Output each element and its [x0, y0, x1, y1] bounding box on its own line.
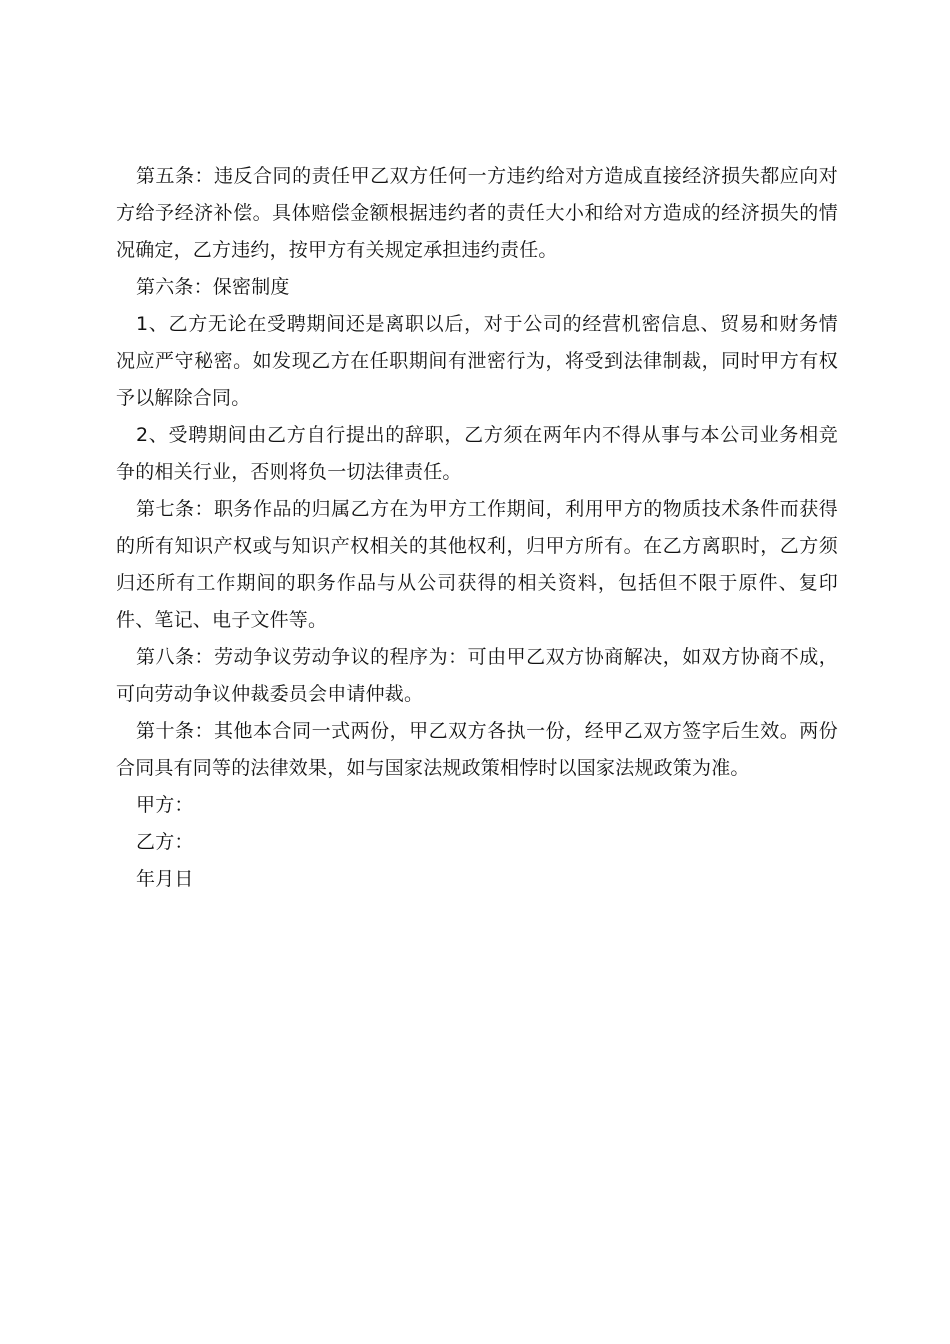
clause-7-paragraph: 第七条：职务作品的归属乙方在为甲方工作期间，利用甲方的物质技术条件而获得的所有知识产权或与知识产权相关的其他权利，归甲方所有。在乙方离职时，乙方须归还所有工作期间的职务作品与从公司获得的相关资料，包括但不限于原件、复印件、笔记、电子文件等。	[116, 498, 838, 631]
clause-10-paragraph: 第十条：其他本合同一式两份，甲乙双方各执一份，经甲乙双方签字后生效。两份合同具有同等的法律效果，如与国家法规政策相悖时以国家法规政策为准。	[116, 720, 838, 779]
clause-8-paragraph: 第八条：劳动争议劳动争议的程序为：可由甲乙双方协商解决，如双方协商不成，可向劳动争议仲裁委员会申请仲裁。	[116, 646, 838, 705]
party-b-signature-line: 乙方：	[136, 831, 194, 853]
document-body	[116, 158, 838, 898]
clause-6-heading: 第六条：保密制度	[136, 276, 290, 298]
clause-6-item-2: 2、受聘期间由乙方自行提出的辞职，乙方须在两年内不得从事与本公司业务相竞争的相关行业，否则将负一切法律责任。	[116, 424, 838, 483]
clause-6-item-1: 1、乙方无论在受聘期间还是离职以后，对于公司的经营机密信息、贸易和财务情况应严守秘密。如发现乙方在任职期间有泄密行为，将受到法律制裁，同时甲方有权予以解除合同。	[116, 313, 838, 409]
party-a-signature-line: 甲方：	[136, 794, 194, 816]
clause-5-paragraph: 第五条：违反合同的责任甲乙双方任何一方违约给对方造成直接经济损失都应向对方给予经济补偿。具体赔偿金额根据违约者的责任大小和给对方造成的经济损失的情况确定，乙方违约，按甲方有关规定承担违约责任。	[116, 165, 838, 261]
date-line: 年月日	[136, 868, 194, 890]
